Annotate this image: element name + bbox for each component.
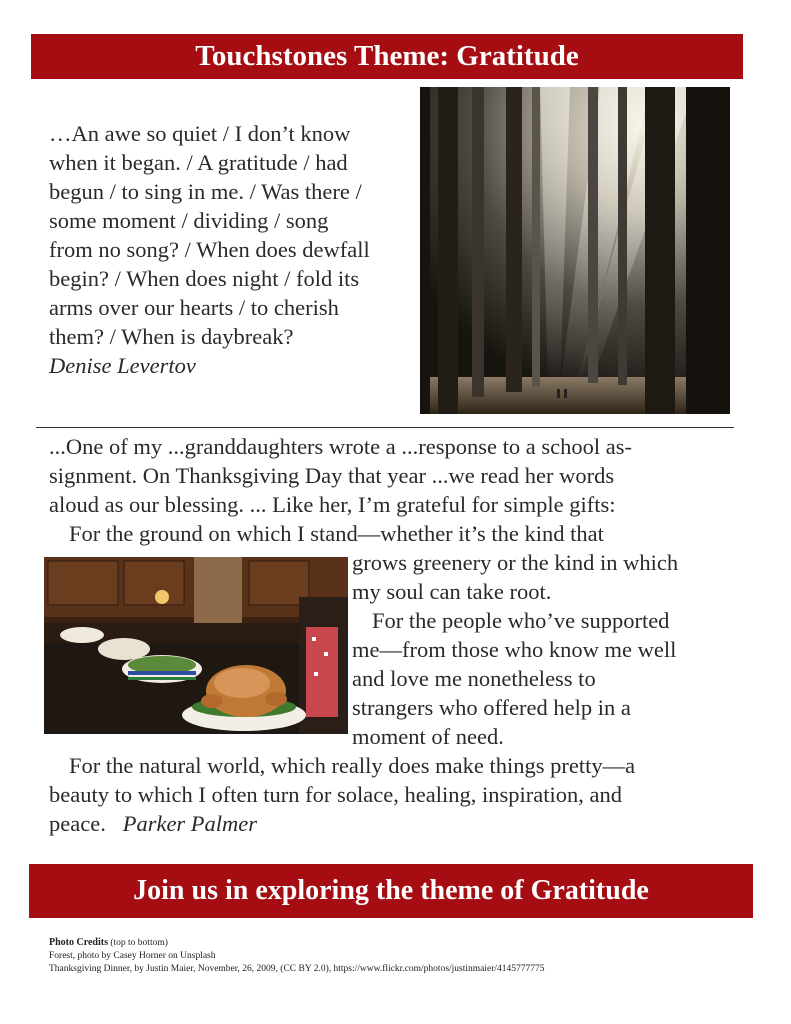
poem-line: some moment / dividing / song [49, 208, 329, 233]
poem-line: …An awe so quiet / I don’t know [49, 121, 351, 146]
prose-line: and love me nonetheless to [352, 666, 596, 691]
header-banner [31, 34, 743, 79]
credits-label-note: (top to bottom) [107, 938, 168, 948]
prose-line: For the natural world, which really does make things pretty—a [69, 753, 636, 778]
poem-block [49, 119, 419, 380]
forest-photo [420, 87, 730, 414]
prose-line: peace. [49, 811, 106, 836]
prose-line: ...One of my ...granddaughters wrote a ...response to a school as- [49, 434, 632, 459]
footer-banner-text: Join us in exploring the theme of Gratitude [133, 875, 649, 906]
poem-line: begin? / When does night / fold its [49, 266, 360, 291]
prose-line: moment of need. [352, 724, 504, 749]
prose-line: strangers who offered help in a [352, 695, 631, 720]
header-title: Touchstones Theme: Gratitude [195, 40, 579, 72]
prose-line: beauty to which I often turn for solace, healing, inspiration, and [49, 782, 622, 807]
credit-line: Thanksgiving Dinner, by Justin Maier, November, 26, 2009, (CC BY 2.0), https://www.flickr.com/photos/justinmaier/4145777775 [49, 964, 545, 974]
poem-line: them? / When is daybreak? [49, 324, 294, 349]
prose-line: For the people who’ve supported [372, 608, 670, 633]
poem-line: from no song? / When does dewfall [49, 237, 370, 262]
credits-heading [49, 936, 749, 950]
poem-line: begun / to sing in me. / Was there / [49, 179, 362, 204]
credits-label: Photo Credits [49, 937, 108, 948]
thanksgiving-dinner-photo [44, 557, 348, 734]
prose-last-line [49, 809, 729, 838]
section-divider [36, 427, 734, 428]
footer-banner [29, 864, 753, 918]
prose-line: For the ground on which I stand—whether it’s the kind that [69, 521, 604, 546]
poem-author: Denise Levertov [49, 353, 196, 378]
prose-author: Parker Palmer [122, 811, 258, 836]
prose-line: grows greenery or the kind in which [352, 550, 679, 575]
prose-line: signment. On Thanksgiving Day that year ...we read her words [49, 463, 615, 488]
prose-line: my soul can take root. [352, 579, 552, 604]
prose-line: me—from those who know me well [352, 637, 677, 662]
poem-line: when it began. / A gratitude / had [49, 150, 348, 175]
credit-line: Forest, photo by Casey Horner on Unsplash [49, 951, 216, 961]
prose-line: aloud as our blessing. ... Like her, I’m grateful for simple gifts: [49, 492, 616, 517]
poem-line: arms over our hearts / to cherish [49, 295, 339, 320]
photo-credits [49, 936, 749, 976]
